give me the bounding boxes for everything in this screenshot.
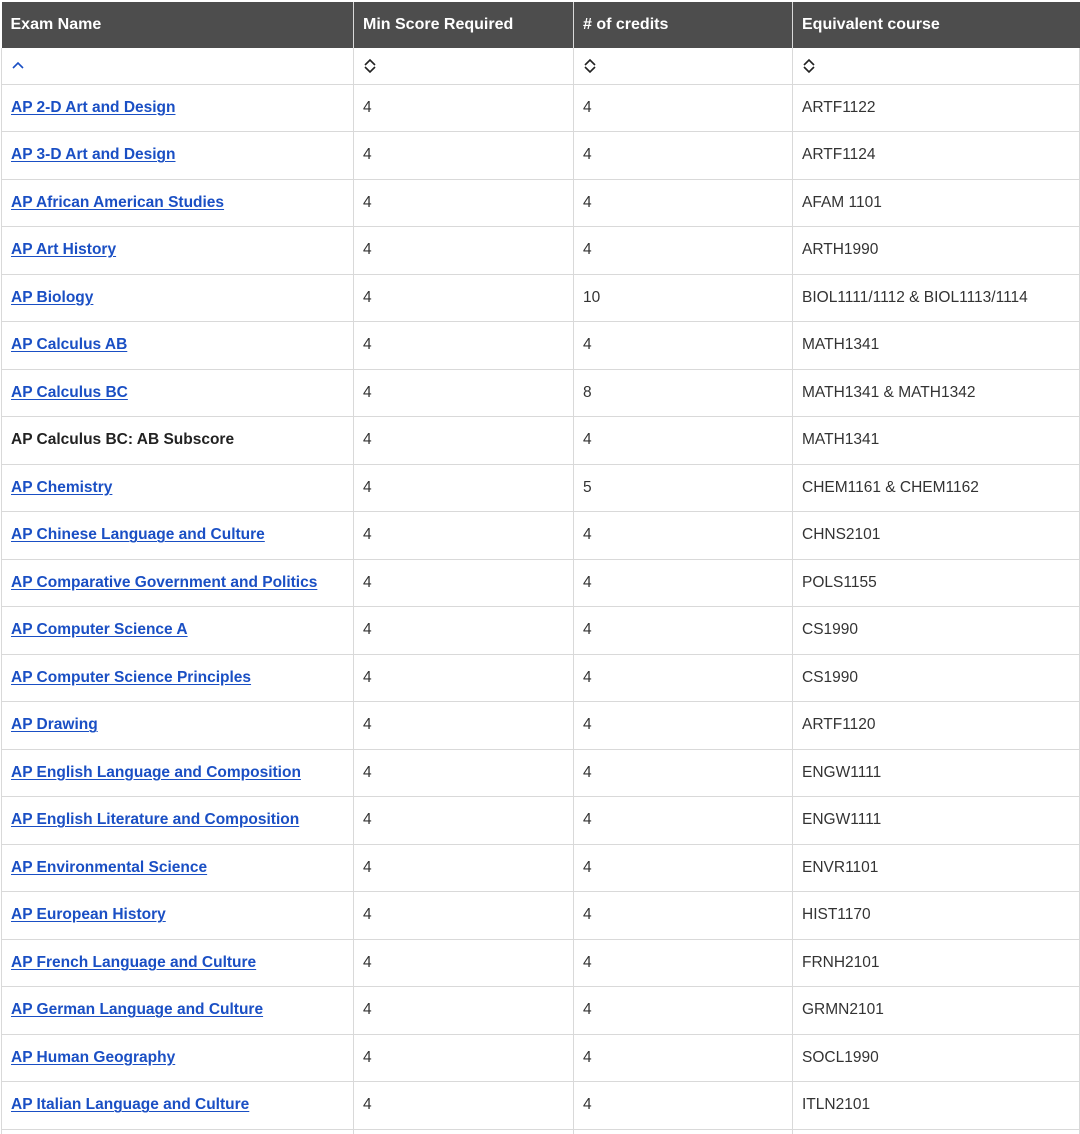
equivalent-course-cell: ENVR1101: [793, 844, 1080, 892]
exam-link[interactable]: AP Drawing: [11, 716, 98, 734]
credits-cell: 4: [574, 987, 793, 1035]
exam-name-cell: [2, 654, 354, 702]
exam-name-cell: [2, 1034, 354, 1082]
credits-cell: 8: [574, 369, 793, 417]
exam-name-cell: [2, 227, 354, 275]
credits-cell: 5: [574, 464, 793, 512]
exam-link[interactable]: AP Chinese Language and Culture: [11, 526, 265, 544]
table-row: [2, 749, 1080, 797]
exam-link[interactable]: AP English Language and Composition: [11, 763, 301, 781]
exam-link[interactable]: AP Calculus AB: [11, 336, 128, 354]
equivalent-course-cell: MATH1341: [793, 417, 1080, 465]
exam-name-cell: [2, 1082, 354, 1130]
equivalent-course-cell: ARTH1990: [793, 227, 1080, 275]
exam-name-cell: [2, 607, 354, 655]
table-row: [2, 1129, 1080, 1134]
equivalent-course-cell: MATH1341: [793, 322, 1080, 370]
exam-name-cell: [2, 892, 354, 940]
exam-name-cell: [2, 559, 354, 607]
credits-cell: 4: [574, 702, 793, 750]
exam-name-cell: [2, 369, 354, 417]
min-score-cell: 4: [354, 1034, 574, 1082]
equivalent-course-cell: GRMN2101: [793, 987, 1080, 1035]
credits-cell: 4: [574, 939, 793, 987]
equivalent-course-cell: BIOL1111/1112 & BIOL1113/1114: [793, 274, 1080, 322]
sort-cell-exam-name: [2, 48, 354, 84]
equivalent-course-cell: POLS1155: [793, 559, 1080, 607]
min-score-cell: 4: [354, 939, 574, 987]
exam-name-cell: [2, 179, 354, 227]
table-row: [2, 1034, 1080, 1082]
table-row: [2, 702, 1080, 750]
exam-name-cell: [2, 797, 354, 845]
column-header-credits[interactable]: # of credits: [574, 2, 793, 48]
equivalent-course-cell: CHNS2101: [793, 512, 1080, 560]
min-score-cell: 4: [354, 417, 574, 465]
credits-cell: 4: [574, 1034, 793, 1082]
min-score-cell: 4: [354, 654, 574, 702]
credits-cell: 4: [574, 559, 793, 607]
equivalent-course-cell: ARTF1122: [793, 84, 1080, 132]
exam-link[interactable]: AP Human Geography: [11, 1048, 176, 1066]
table-row: [2, 322, 1080, 370]
table-body: [2, 84, 1080, 1134]
column-header-equivalent-course[interactable]: Equivalent course: [793, 2, 1080, 48]
equivalent-course-cell: MATH1341 & MATH1342: [793, 369, 1080, 417]
table-row: [2, 512, 1080, 560]
min-score-cell: 4: [354, 464, 574, 512]
equivalent-course-cell: ARTF1120: [793, 702, 1080, 750]
table-row: [2, 274, 1080, 322]
exam-link[interactable]: AP French Language and Culture: [11, 953, 257, 971]
equivalent-course-cell: CS1990: [793, 654, 1080, 702]
exam-name-cell: [2, 939, 354, 987]
exam-name-cell: [2, 702, 354, 750]
table-row: [2, 417, 1080, 465]
table-row: [2, 607, 1080, 655]
column-header-min-score[interactable]: Min Score Required: [354, 2, 574, 48]
table-row: [2, 1082, 1080, 1130]
min-score-cell: 4: [354, 559, 574, 607]
credits-cell: 4: [574, 512, 793, 560]
sort-unsorted-icon[interactable]: [583, 58, 597, 74]
exam-name-cell: [2, 464, 354, 512]
exam-link[interactable]: AP Calculus BC: [11, 383, 128, 401]
min-score-cell: 4: [354, 607, 574, 655]
exam-name-cell: [2, 512, 354, 560]
exam-link[interactable]: AP 3-D Art and Design: [11, 146, 176, 164]
sort-controls-row: [2, 48, 1080, 84]
exam-name-cell: [2, 417, 354, 465]
exam-name-cell: [2, 84, 354, 132]
exam-name-cell: [2, 274, 354, 322]
min-score-cell: 4: [354, 797, 574, 845]
min-score-cell: 4: [354, 179, 574, 227]
exam-name-cell: [2, 1129, 354, 1134]
min-score-cell: [354, 1129, 574, 1134]
table-row: [2, 227, 1080, 275]
table-row: [2, 939, 1080, 987]
exam-link[interactable]: AP Chemistry: [11, 478, 113, 496]
equivalent-course-cell: ENGW1111: [793, 749, 1080, 797]
exam-link[interactable]: AP Computer Science A: [11, 621, 188, 639]
min-score-cell: 4: [354, 987, 574, 1035]
exam-link[interactable]: AP Comparative Government and Politics: [11, 573, 318, 591]
min-score-cell: 4: [354, 892, 574, 940]
min-score-cell: 4: [354, 512, 574, 560]
credits-cell: 4: [574, 417, 793, 465]
credits-cell: 4: [574, 1082, 793, 1130]
equivalent-course-cell: ENGW1111: [793, 797, 1080, 845]
exam-link[interactable]: AP Art History: [11, 241, 117, 259]
sort-ascending-icon[interactable]: [11, 58, 25, 74]
exam-link[interactable]: AP English Literature and Composition: [11, 811, 300, 829]
table-row: [2, 892, 1080, 940]
column-header-exam-name[interactable]: Exam Name: [2, 2, 354, 48]
credits-cell: 10: [574, 274, 793, 322]
exam-link[interactable]: AP German Language and Culture: [11, 1001, 264, 1019]
equivalent-course-cell: HIST1170: [793, 892, 1080, 940]
min-score-cell: 4: [354, 132, 574, 180]
credits-cell: 4: [574, 179, 793, 227]
min-score-cell: 4: [354, 322, 574, 370]
table-row: [2, 559, 1080, 607]
table-row: [2, 369, 1080, 417]
credits-cell: 4: [574, 607, 793, 655]
equivalent-course-cell: ITLN2101: [793, 1082, 1080, 1130]
equivalent-course-cell: FRNH2101: [793, 939, 1080, 987]
credits-cell: 4: [574, 132, 793, 180]
sort-cell-credits: [574, 48, 793, 84]
equivalent-course-cell: [793, 1129, 1080, 1134]
exam-link[interactable]: AP Computer Science Principles: [11, 668, 252, 686]
equivalent-course-cell: ARTF1124: [793, 132, 1080, 180]
min-score-cell: 4: [354, 1082, 574, 1130]
table-row: [2, 844, 1080, 892]
credits-cell: 4: [574, 797, 793, 845]
exam-link[interactable]: AP European History: [11, 906, 166, 924]
sort-unsorted-icon[interactable]: [363, 58, 377, 74]
sort-cell-min-score: [354, 48, 574, 84]
table-row: [2, 464, 1080, 512]
min-score-cell: 4: [354, 227, 574, 275]
exam-link[interactable]: AP 2-D Art and Design: [11, 98, 176, 116]
credits-cell: 4: [574, 227, 793, 275]
exam-link[interactable]: AP Biology: [11, 288, 94, 306]
credits-cell: 4: [574, 654, 793, 702]
credits-cell: 4: [574, 844, 793, 892]
exam-link[interactable]: AP Italian Language and Culture: [11, 1096, 250, 1114]
credits-cell: [574, 1129, 793, 1134]
table-row: [2, 84, 1080, 132]
equivalent-course-cell: CS1990: [793, 607, 1080, 655]
min-score-cell: 4: [354, 702, 574, 750]
table-row: [2, 797, 1080, 845]
exam-name-cell: [2, 749, 354, 797]
table-row: [2, 987, 1080, 1035]
exam-link[interactable]: AP African American Studies: [11, 193, 225, 211]
credits-cell: 4: [574, 84, 793, 132]
equivalent-course-cell: AFAM 1101: [793, 179, 1080, 227]
sort-unsorted-icon[interactable]: [802, 58, 816, 74]
exam-name-cell: [2, 844, 354, 892]
exam-name-text: AP Calculus BC: AB Subscore: [11, 431, 235, 449]
min-score-cell: 4: [354, 84, 574, 132]
table-row: [2, 179, 1080, 227]
table-row: [2, 654, 1080, 702]
table-header-row: [2, 2, 1080, 48]
min-score-cell: 4: [354, 369, 574, 417]
exam-credit-table: [1, 2, 1080, 1134]
equivalent-course-cell: SOCL1990: [793, 1034, 1080, 1082]
exam-name-cell: [2, 132, 354, 180]
credits-cell: 4: [574, 749, 793, 797]
credits-cell: 4: [574, 322, 793, 370]
exam-name-cell: [2, 987, 354, 1035]
sort-cell-equivalent-course: [793, 48, 1080, 84]
credits-cell: 4: [574, 892, 793, 940]
equivalent-course-cell: CHEM1161 & CHEM1162: [793, 464, 1080, 512]
table-row: [2, 132, 1080, 180]
exam-link[interactable]: AP Environmental Science: [11, 858, 208, 876]
min-score-cell: 4: [354, 844, 574, 892]
exam-name-cell: [2, 322, 354, 370]
min-score-cell: 4: [354, 749, 574, 797]
min-score-cell: 4: [354, 274, 574, 322]
